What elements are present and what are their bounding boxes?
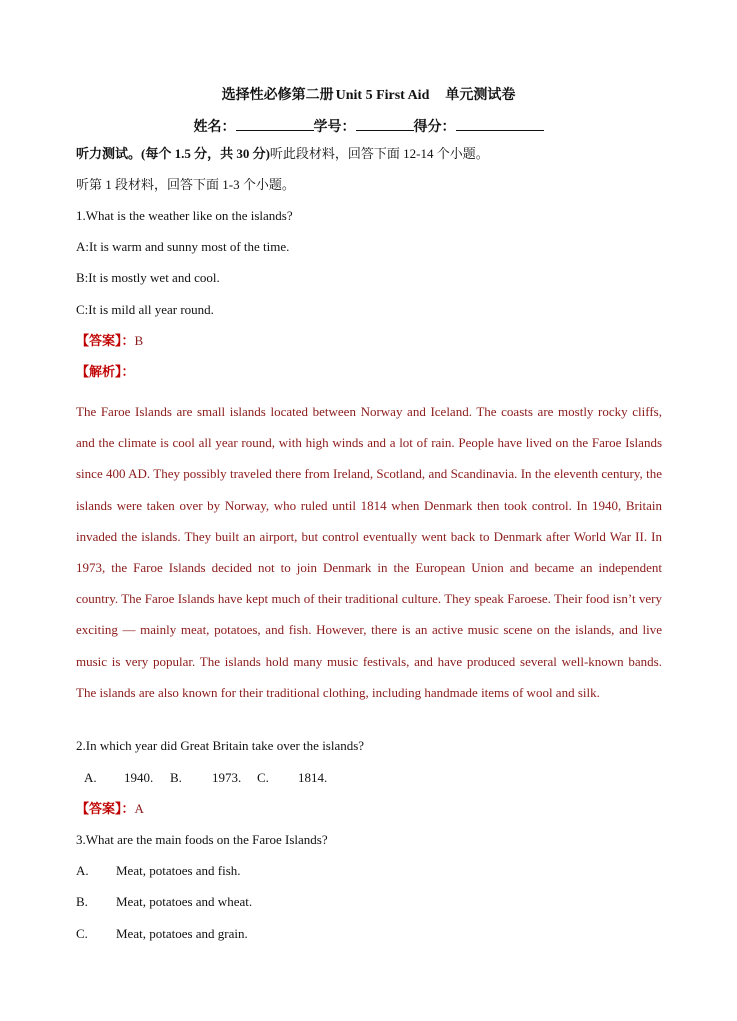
q3-option-b-letter: B. xyxy=(76,894,88,909)
analysis-separator: ： xyxy=(121,364,135,379)
q3-option-a-text: Meat, potatoes and fish. xyxy=(116,863,241,878)
q1-option-c: C:It is mild all year round. xyxy=(76,302,214,317)
name-label: 姓名： xyxy=(193,120,236,135)
question-1: 1.What is the weather like on the islands? xyxy=(76,208,293,223)
q2-answer-line xyxy=(76,801,144,817)
answer-label: 【答案】 xyxy=(76,801,122,816)
q3-option-b xyxy=(76,894,252,910)
question-3: 3.What are the main foods on the Faroe Islands? xyxy=(76,832,328,847)
question-2: 2.In which year did Great Britain take over the islands? xyxy=(76,738,365,753)
section-heading: 听力测试。(每个 1.5 分，共 30 分) xyxy=(76,146,270,161)
q2-option-b-letter: B. xyxy=(170,770,182,785)
q2-option-a-text: 1940. xyxy=(124,770,154,785)
q2-options-row xyxy=(84,770,327,786)
q3-option-c-letter: C. xyxy=(76,926,88,941)
q2-option-b-text: 1973. xyxy=(212,770,242,785)
id-blank[interactable] xyxy=(356,118,414,131)
q1-option-b: B:It is mostly wet and cool. xyxy=(76,270,220,285)
page-title xyxy=(0,84,737,104)
title-prefix: 选择性必修第二册 xyxy=(221,88,334,103)
q3-option-a xyxy=(76,863,241,879)
answer-separator: ： xyxy=(121,801,135,816)
q1-answer: B xyxy=(134,333,144,348)
section-heading-line xyxy=(76,146,489,162)
student-info-row xyxy=(0,116,737,136)
name-blank[interactable] xyxy=(236,118,314,131)
q3-option-b-text: Meat, potatoes and wheat. xyxy=(116,894,253,909)
id-label: 学号： xyxy=(313,120,356,135)
section-instruction: 听此段材料，回答下面 12-14 个小题。 xyxy=(269,146,489,161)
q3-option-c xyxy=(76,926,248,942)
q2-option-c-letter: C. xyxy=(257,770,269,785)
q2-answer: A xyxy=(134,801,144,816)
score-label: 得分： xyxy=(413,120,456,135)
q2-option-a-letter: A. xyxy=(84,770,97,785)
passage-intro: 听第 1 段材料，回答下面 1-3 个小题。 xyxy=(76,177,295,192)
q2-option-c-text: 1814. xyxy=(298,770,328,785)
answer-label: 【答案】 xyxy=(76,333,122,348)
score-blank[interactable] xyxy=(456,118,544,131)
analysis-label-line xyxy=(76,364,135,380)
q1-option-a: A:It is warm and sunny most of the time. xyxy=(76,239,290,254)
title-unit: Unit 5 First Aid xyxy=(335,88,430,103)
analysis-label: 【解析】 xyxy=(76,364,122,379)
q3-option-a-letter: A. xyxy=(76,863,89,878)
transcript-text: The Faroe Islands are small islands located between Norway and Iceland. The coasts are mostly rocky cliffs, and the climate is cool all year round, with high winds and a lot of rain. People have lived on the Faroe Islands since 400 AD. They possibly traveled there from Ireland, Scotland, and Scandinavia. In the eleventh century, the islands were taken over by Norway, who ruled until 1814 when Denmark then took control. In 1940, Britain invaded the islands. They built an airport, but control eventually went back to Denmark after World War II. In 1973, the Faroe Islands decided not to join Denmark in the European Union and became an independent country. The Faroe Islands have kept much of their traditional culture. They speak Faroese. Their food isn’t very exciting — mainly meat, potatoes, and fish. However, there is an active music scene on the islands, and live music is very popular. The islands hold many music festivals, and have produced several well-known bands. The islands are also known for their traditional clothing, including handmade items of wool and silk. xyxy=(76,404,662,700)
answer-separator: ： xyxy=(121,333,135,348)
q1-answer-line xyxy=(76,333,143,349)
title-suffix: 单元测试卷 xyxy=(445,88,516,103)
q3-option-c-text: Meat, potatoes and grain. xyxy=(116,926,248,941)
